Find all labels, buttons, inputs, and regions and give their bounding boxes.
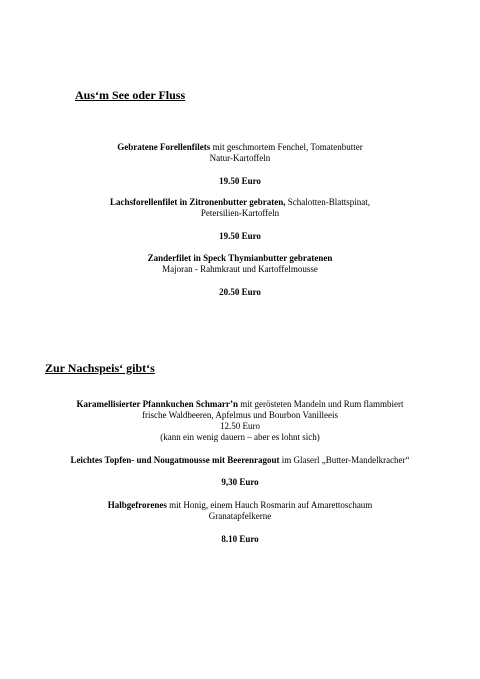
dish-name: Gebratene Forellenfilets [117,142,211,152]
menu-item-forellenfilets [0,142,480,153]
dish-price: 12.50 Euro [220,421,260,431]
section-heading-dessert: Zur Nachspeis‘ gibt‘s [45,361,155,375]
dish-price: 20.50 Euro [219,287,261,297]
menu-item-halbgefrorenes [0,500,480,511]
dish-description-line2: Majoran - Rahmkraut und Kartoffelmousse [162,264,318,274]
dish-description-line2: Granatapfelkerne [208,511,272,521]
dish-note: (kann ein wenig dauern – aber es lohnt sich) [160,432,320,442]
dish-description: mit Honig, einem Hauch Rosmarin auf Amarettoschaum [166,500,373,510]
menu-item-lachsforellenfilet [0,197,480,208]
dish-description-line2: Petersilien-Kartoffeln [200,208,280,218]
dish-price: 19.50 Euro [219,231,261,241]
dish-name: Halbgefrorenes [107,500,167,510]
dish-name-zanderfilet: Zanderfilet in Speck Thymianbutter gebratenen [147,253,333,263]
menu-item-topfenmousse [0,455,480,466]
dish-price: 19.50 Euro [219,176,261,186]
dish-name: Leichtes Topfen- und Nougatmousse mit Beerenragout [70,455,280,465]
dish-description-line2: Natur-Kartoffeln [209,153,271,163]
dish-description: Schalotten-Blattspinat, [285,197,370,207]
menu-item-pfannkuchen [0,399,480,410]
dish-name: Lachsforellenfilet in Zitronenbutter gebraten, [110,197,286,207]
dish-description: mit geschmortem Fenchel, Tomatenbutter [210,142,363,152]
dish-price: 9,30 Euro [221,477,259,487]
dish-description: im Glaserl „Butter-Mandelkracher“ [279,455,410,465]
dish-price: 8.10 Euro [221,534,259,544]
dish-name: Karamellisierter Pfannkuchen Schmarr’n [76,399,238,409]
dish-description-line2: frische Waldbeeren, Apfelmus und Bourbon Vanilleeis [142,410,338,420]
section-heading-fish: Aus‘m See oder Fluss [75,88,186,102]
dish-description: mit gerösteten Mandeln und Rum flammbiert [238,399,404,409]
